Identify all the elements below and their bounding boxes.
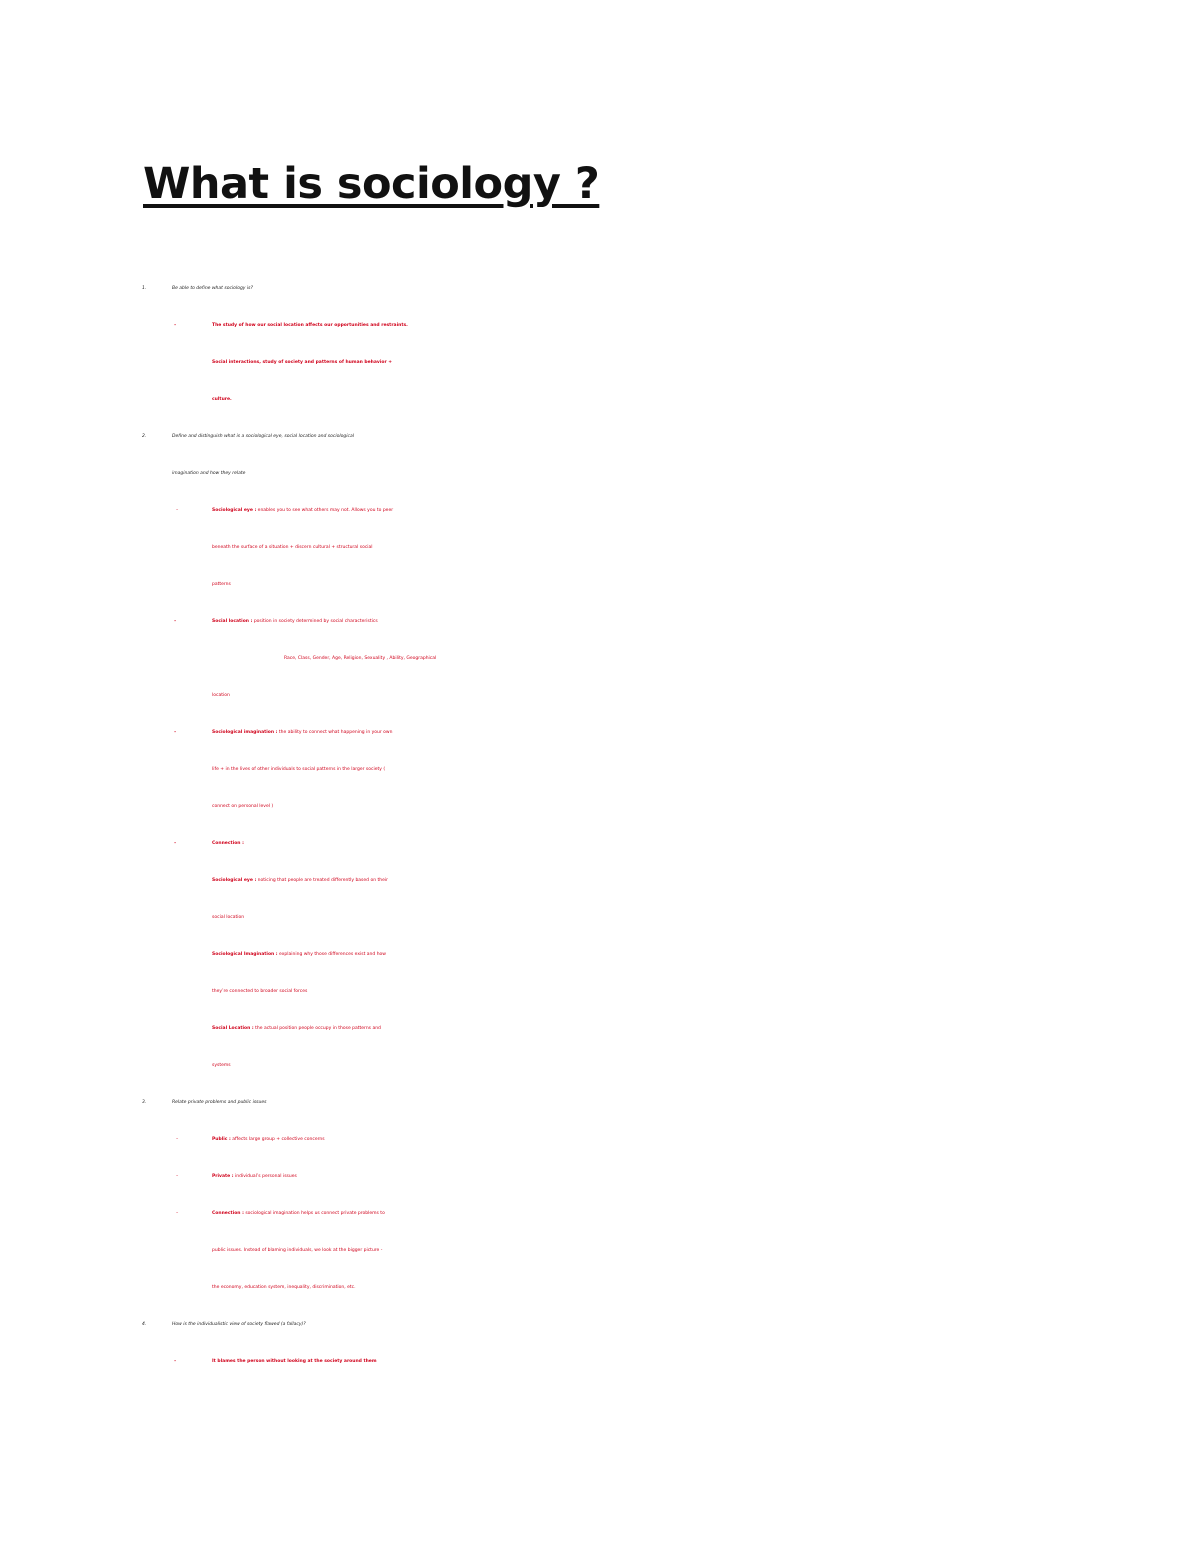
bullet-connection-3 — [0, 1195, 1200, 1232]
bullet-dash: – — [174, 1359, 177, 1364]
definition-text: sociological imagination helps us connect private problems to — [243, 1211, 385, 1216]
definition-text: Race, Class, Gender, Age, Religion, Sexuality , Ability, Geographical — [284, 656, 437, 661]
definition-text: they’re connected to broader social forces — [212, 989, 308, 994]
question-text: imagination and how they relate — [172, 471, 246, 476]
question-1 — [0, 270, 1200, 307]
bullet-dash: – — [174, 619, 177, 624]
question-text: Define and distinguish what is a sociological eye, social location and sociological — [172, 434, 354, 439]
term-label: Private : — [212, 1174, 234, 1179]
notes-content — [0, 270, 1200, 1380]
answer-line: The study of how our social location affects our opportunities and restraints. — [212, 323, 408, 328]
term-label: Sociological eye : — [212, 508, 257, 513]
bullet-connection — [0, 825, 1200, 862]
definition-text: life + in the lives of other individuals to social patterns in the larger society ( — [212, 767, 386, 772]
definition-text: systems — [212, 1063, 231, 1068]
question-4 — [0, 1306, 1200, 1343]
definition-text: explaining why those differences exist and how — [277, 952, 386, 957]
bullet-private — [0, 1158, 1200, 1195]
definition-text: social location — [212, 915, 245, 920]
question-number: 2. — [142, 434, 147, 439]
definition-text: the ability to connect what happening in your own — [277, 730, 393, 735]
bullet-dash: – — [176, 508, 179, 513]
question-number: 1. — [142, 286, 147, 291]
definition-text: the actual position people occupy in those patterns and — [253, 1026, 381, 1031]
definition-text: connect on personal level ) — [212, 804, 274, 809]
answer-line: It blames the person without looking at the society around them — [212, 1359, 377, 1364]
bullet-dash: – — [176, 1137, 179, 1142]
definition-text: beneath the surface of a situation + discern cultural + structural social — [212, 545, 373, 550]
term-label: Sociological eye : — [212, 878, 257, 883]
bullet-dash: – — [176, 1174, 179, 1179]
question-number: 4. — [142, 1322, 147, 1327]
page-title: What is sociology ? — [143, 159, 600, 209]
term-label: Social location : — [212, 619, 253, 624]
bullet-sociological-eye — [0, 492, 1200, 529]
bullet-dash: – — [176, 1211, 179, 1216]
question-3 — [0, 1084, 1200, 1121]
connection-eye — [0, 862, 1200, 899]
definition-text: affects large group + collective concerns — [230, 1137, 325, 1142]
bullet-dash: – — [174, 323, 177, 328]
definition-text: enables you to see what others may not. Allows you to peer — [256, 508, 394, 513]
question-text: How is the individualistic view of society flawed (a fallacy)? — [172, 1322, 306, 1327]
question-text: Relate private problems and public issues — [172, 1100, 267, 1105]
answer-1 — [0, 307, 1200, 344]
connection-location — [0, 1010, 1200, 1047]
definition-text: position in society determined by social characteristics — [252, 619, 378, 624]
bullet-dash: – — [174, 841, 177, 846]
term-label: Sociological imagination : — [212, 730, 278, 735]
term-label: Social Location : — [212, 1026, 254, 1031]
definition-text: the economy, education system, inequality, discrimination, etc. — [212, 1285, 356, 1290]
answer-line: Social interactions, study of society and patterns of human behavior + — [212, 360, 393, 365]
definition-text: patterns — [212, 582, 231, 587]
definition-text: noticing that people are treated differently based on their — [256, 878, 388, 883]
question-number: 3. — [142, 1100, 147, 1105]
term-label: Public : — [212, 1137, 231, 1142]
term-label: Connection : — [212, 841, 244, 846]
bullet-dash: – — [174, 730, 177, 735]
connection-imagination — [0, 936, 1200, 973]
bullet-sociological-imagination — [0, 714, 1200, 751]
term-label: Sociological Imagination : — [212, 952, 278, 957]
bullet-social-location — [0, 603, 1200, 640]
definition-text: individual’s personal issues — [233, 1174, 297, 1179]
bullet-public — [0, 1121, 1200, 1158]
definition-text: location — [212, 693, 230, 698]
answer-line: culture. — [212, 397, 232, 402]
answer-4 — [0, 1343, 1200, 1380]
question-2 — [0, 418, 1200, 455]
question-text: Be able to define what sociology is? — [172, 286, 253, 291]
term-label: Connection : — [212, 1211, 244, 1216]
definition-text: public issues. Instead of blaming individuals, we look at the bigger picture - — [212, 1248, 383, 1253]
